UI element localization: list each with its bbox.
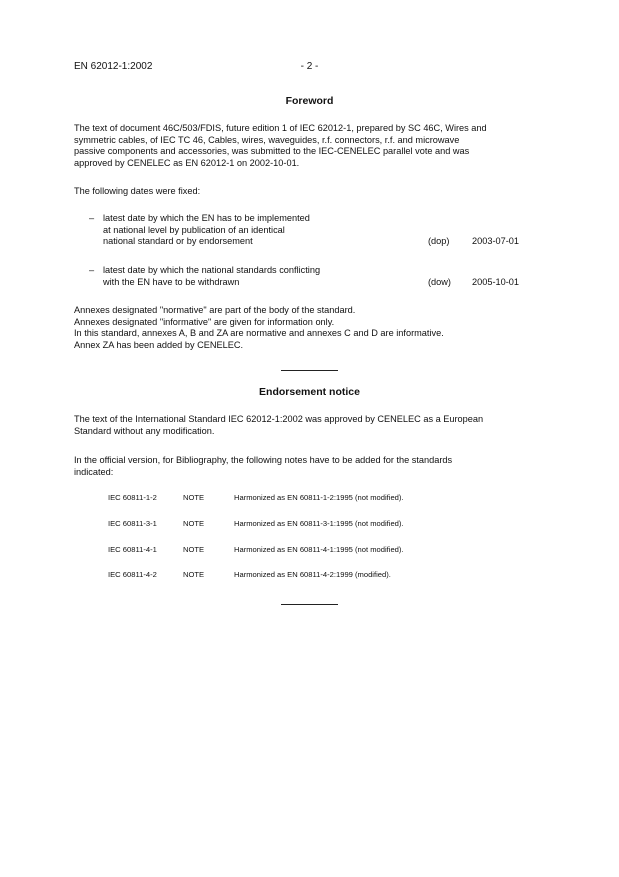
date-code-dop: (dop) bbox=[428, 236, 450, 246]
annex-line: In this standard, annexes A, B and ZA are normative and annexes C and D are informative. bbox=[74, 328, 444, 338]
dash-bullet: – bbox=[89, 265, 95, 275]
annex-paragraph bbox=[74, 305, 444, 351]
date-item-dow bbox=[103, 265, 320, 288]
note-label: NOTE bbox=[183, 519, 205, 528]
date-value-dow: 2005-10-01 bbox=[472, 277, 519, 287]
note-standard: IEC 60811-3-1 bbox=[108, 519, 157, 528]
date-item-line: latest date by which the EN has to be implemented bbox=[103, 213, 310, 223]
note-text: Harmonized as EN 60811-4-2:1999 (modified). bbox=[234, 570, 391, 579]
date-item-line: national standard or by endorsement bbox=[103, 236, 253, 246]
note-row bbox=[0, 545, 619, 557]
date-value-dop: 2003-07-01 bbox=[472, 236, 519, 246]
endorsement-line: indicated: bbox=[74, 466, 114, 477]
section-divider bbox=[281, 604, 338, 605]
foreword-intro-line: symmetric cables, of IEC TC 46, Cables, wires, waveguides, r.f. connectors, r.f. and microwave bbox=[74, 134, 460, 145]
foreword-intro-line: The text of document 46C/503/FDIS, future edition 1 of IEC 62012-1, prepared by SC 46C, Wires and bbox=[74, 123, 487, 133]
note-label: NOTE bbox=[183, 570, 205, 579]
note-text: Harmonized as EN 60811-1-2:1995 (not modified). bbox=[234, 493, 404, 502]
page-number: - 2 - bbox=[300, 61, 319, 72]
foreword-intro-line: passive components and accessories, was submitted to the IEC-CENELEC parallel vote and was bbox=[74, 146, 470, 156]
dash-bullet: – bbox=[89, 213, 95, 223]
endorsement-line: Standard without any modification. bbox=[74, 425, 215, 436]
endorsement-paragraph-1 bbox=[74, 414, 546, 437]
date-item-line: at national level by publication of an identical bbox=[103, 224, 285, 235]
note-row bbox=[0, 519, 619, 531]
document-id: EN 62012-1:2002 bbox=[74, 61, 153, 72]
foreword-intro-line: approved by CENELEC as EN 62012-1 on 2002-10-01. bbox=[74, 157, 300, 168]
foreword-title: Foreword bbox=[285, 95, 334, 107]
note-standard: IEC 60811-4-2 bbox=[108, 570, 157, 579]
note-standard: IEC 60811-1-2 bbox=[108, 493, 157, 502]
date-code-dow: (dow) bbox=[428, 277, 451, 287]
dates-intro: The following dates were fixed: bbox=[74, 186, 201, 196]
foreword-intro-paragraph bbox=[74, 123, 546, 169]
endorsement-paragraph-2 bbox=[74, 455, 546, 478]
date-item-line: with the EN have to be withdrawn bbox=[103, 276, 240, 287]
note-text: Harmonized as EN 60811-3-1:1995 (not modified). bbox=[234, 519, 404, 528]
endorsement-line: The text of the International Standard IEC 62012-1:2002 was approved by CENELEC as a European bbox=[74, 414, 484, 424]
note-label: NOTE bbox=[183, 493, 205, 502]
note-text: Harmonized as EN 60811-4-1:1995 (not modified). bbox=[234, 545, 404, 554]
note-row bbox=[0, 570, 619, 582]
endorsement-title: Endorsement notice bbox=[259, 386, 360, 398]
note-row bbox=[0, 493, 619, 505]
endorsement-line: In the official version, for Bibliography, the following notes have to be added for the standards bbox=[74, 455, 453, 465]
annex-line: Annex ZA has been added by CENELEC. bbox=[74, 339, 244, 350]
annex-line: Annexes designated "normative" are part of the body of the standard. bbox=[74, 305, 356, 315]
note-label: NOTE bbox=[183, 545, 205, 554]
date-item-dop bbox=[103, 213, 310, 248]
date-item-line: latest date by which the national standards conflicting bbox=[103, 265, 321, 275]
note-standard: IEC 60811-4-1 bbox=[108, 545, 157, 554]
section-divider bbox=[281, 370, 338, 371]
annex-line: Annexes designated "informative" are given for information only. bbox=[74, 316, 335, 327]
